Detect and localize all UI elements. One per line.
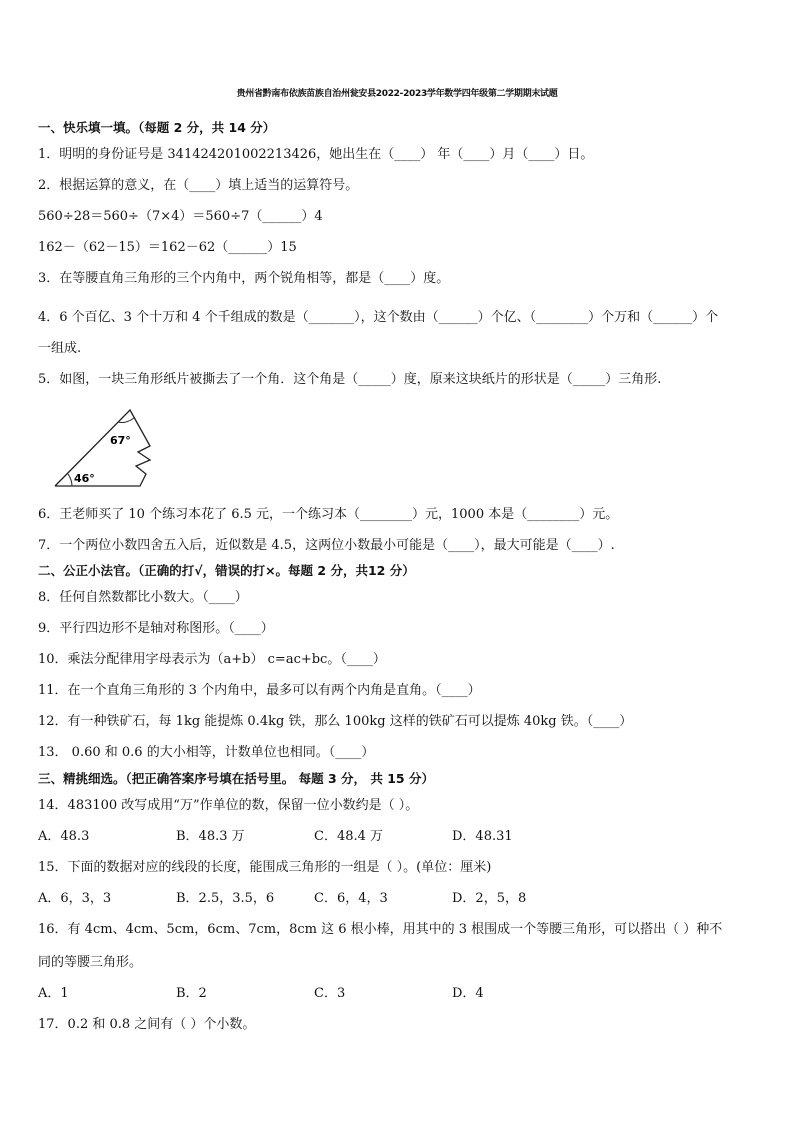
question-2-expr-b: 162－（62－15）＝162－62（______）15 xyxy=(38,240,297,255)
question-6: 6．王老师买了 10 个练习本花了 6.5 元，一个练习本（________）元，1000 本是（________）元。 xyxy=(38,507,619,522)
section-1-heading: 一、快乐填一填。（每题 2 分，共 14 分） xyxy=(38,120,276,135)
q14-option-a: A．48.3 xyxy=(38,829,90,844)
question-8: 8．任何自然数都比小数大。（____） xyxy=(38,590,248,605)
question-7: 7．一个两位小数四舍五入后，近似数是 4.5，这两位小数最小可能是（____），最大可能是（____）. xyxy=(38,538,615,553)
triangle-outline xyxy=(55,410,150,486)
question-13: 13． 0.60 和 0.6 的大小相等，计数单位也相同。（____） xyxy=(38,745,375,760)
question-2: 2．根据运算的意义，在（____）填上适当的运算符号。 xyxy=(38,178,359,193)
exam-title: 贵州省黔南布依族苗族自治州瓮安县2022-2023学年数学四年级第二学期期末试题 xyxy=(236,89,558,99)
question-9: 9．平行四边形不是轴对称图形。（____） xyxy=(38,621,274,636)
angle-bottom-label: 46° xyxy=(74,472,95,485)
question-4-line-1: 4．6 个百亿、3 个十万和 4 个千组成的数是（_______），这个数由（______）个亿、（________）个万和（______）个 xyxy=(38,310,719,325)
q16-option-a: A．1 xyxy=(38,986,69,1001)
q16-option-b: B．2 xyxy=(176,986,207,1001)
question-4-line-2: 一组成. xyxy=(38,341,82,356)
question-17: 17．0.2 和 0.8 之间有（ ）个小数。 xyxy=(38,1017,256,1032)
torn-triangle-figure xyxy=(50,402,160,492)
angle-top-label: 67° xyxy=(110,434,131,447)
section-3-heading: 三、精挑细选。（把正确答案序号填在括号里。 每题 3 分， 共 15 分） xyxy=(38,771,434,786)
question-12: 12．有一种铁矿石，每 1kg 能提炼 0.4kg 铁，那么 100kg 这样的铁矿石可以提炼 40kg 铁。（____） xyxy=(38,714,633,729)
q15-option-c: C．6，4，3 xyxy=(314,891,388,906)
question-10: 10．乘法分配律用字母表示为（a+b） c=ac+bc。（____） xyxy=(38,652,386,667)
q14-option-b: B．48.3 万 xyxy=(176,829,245,844)
q14-option-c: C．48.4 万 xyxy=(314,829,384,844)
q15-option-b: B．2.5，3.5，6 xyxy=(176,891,275,906)
question-11: 11．在一个直角三角形的 3 个内角中，最多可以有两个内角是直角。（____） xyxy=(38,683,481,698)
question-16-line-1: 16．有 4cm、4cm、5cm，6cm、7cm，8cm 这 6 根小棒，用其中的 3 根围成一个等腰三角形，可以搭出（ ）种不 xyxy=(38,922,723,937)
section-2-heading: 二、公正小法官。（正确的打√，错误的打×。每题 2 分，共12 分） xyxy=(38,563,415,578)
q15-option-d: D．2，5，8 xyxy=(452,891,527,906)
question-1: 1．明明的身份证号是 341424201002213426，她出生在（____） 年（____）月（____）日。 xyxy=(38,147,594,162)
q15-option-a: A．6，3，3 xyxy=(38,891,112,906)
bottom-angle-arc xyxy=(68,474,72,486)
q16-option-c: C．3 xyxy=(314,986,346,1001)
question-2-expr-a: 560÷28＝560÷（7×4）＝560÷7（______）4 xyxy=(38,209,323,224)
question-15: 15．下面的数据对应的线段的长度，能围成三角形的一组是（ ）。(单位：厘米) xyxy=(38,860,492,875)
q16-option-d: D．4 xyxy=(452,986,484,1001)
question-16-line-2: 同的等腰三角形。 xyxy=(38,955,143,970)
question-14: 14．483100 改写成用“万”作单位的数，保留一位小数约是（ ）。 xyxy=(38,798,419,813)
question-5: 5．如图，一块三角形纸片被撕去了一个角．这个角是（_____）度，原来这块纸片的形状是（_____）三角形. xyxy=(38,372,662,387)
q14-option-d: D．48.31 xyxy=(452,829,513,844)
question-3: 3．在等腰直角三角形的三个内角中，两个锐角相等，都是（____）度。 xyxy=(38,271,450,286)
